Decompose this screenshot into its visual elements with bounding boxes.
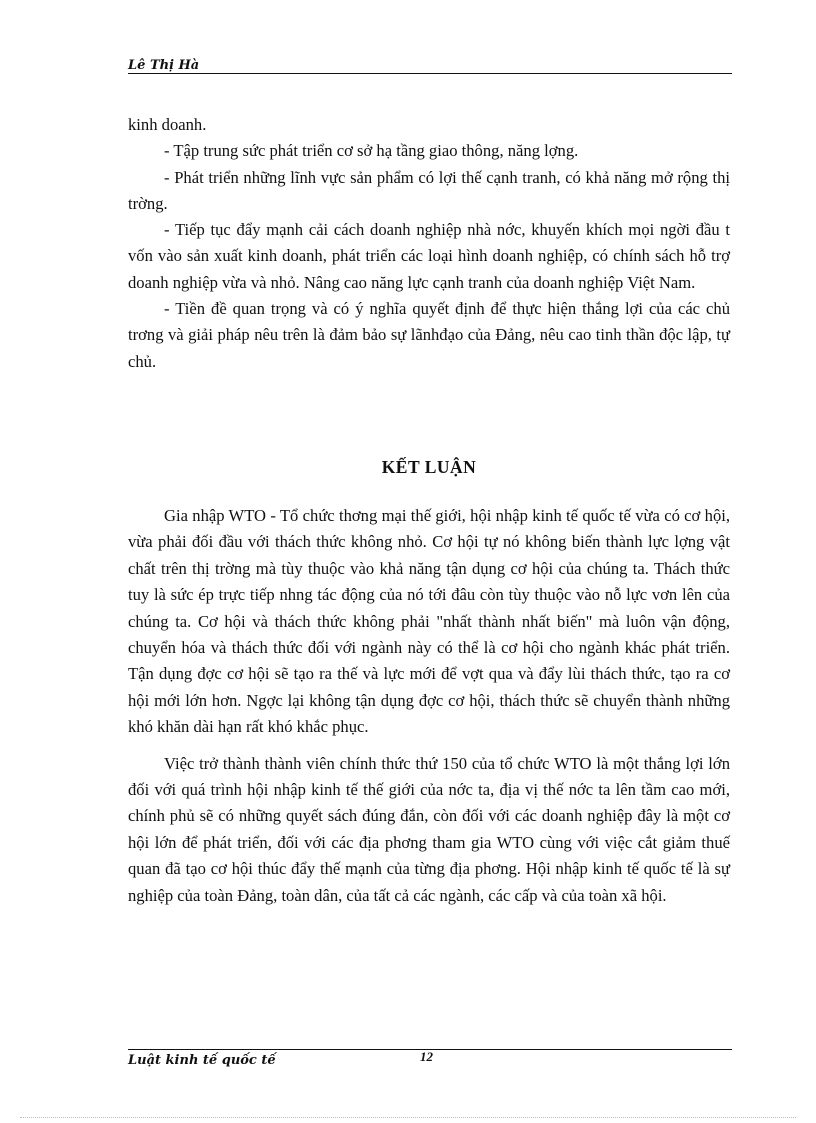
paragraph: Gia nhập WTO - Tổ chức thơng mại thế giới, hội nhập kinh tế quốc tế vừa có cơ hội, vừa phải đối đầu với thách thức không nhỏ. Cơ hội tự nó không biến thành lực lợng vật chất trên thị trờng mà tùy thuộc vào khả năng tận dụng cơ hội của chúng ta. Thách thức tuy là sức ép trực tiếp nhng tác động của nó tới đâu còn tùy thuộc vào nỗ lực vơn lên của chúng ta. Cơ hội và thách thức không phải "nhất thành nhất biến" mà luôn vận động, chuyển hóa và thách thức đối với ngành này có thể là cơ hội cho ngành khác phát triển. Tận dụng đợc cơ hội sẽ tạo ra thế và lực mới để vợt qua và đẩy lùi thách thức, tạo ra cơ hội mới lớn hơn. Ngợc lại không tận dụng đợc cơ hội, thách thức sẽ chuyển thành những khó khăn dài hạn rất khó khắc phục. <box>128 506 730 737</box>
body-text <box>128 112 730 375</box>
page-number: 12 <box>420 1049 433 1064</box>
conclusion-text <box>128 503 730 919</box>
paragraph: kinh doanh. <box>128 115 207 134</box>
page-edge-divider <box>20 1117 796 1118</box>
conclusion-heading: KẾT LUẬN <box>381 457 477 477</box>
header-author: Lê Thị Hà <box>128 58 200 73</box>
footer-title: Luật kinh tế quốc tế <box>128 1053 276 1068</box>
header-rule <box>128 73 732 74</box>
paragraph: Việc trở thành thành viên chính thức thứ 150 của tổ chức WTO là một thắng lợi lớn đối với quá trình hội nhập kinh tế thế giới của nớc ta, địa vị thế nớc ta lên tầm cao mới, chính phủ sẽ có những quyết sách đúng đắn, còn đối với các doanh nghiệp đây là một cơ hội lớn để phát triển, đối với các địa phơng tham gia WTO cùng với việc cắt giảm thuế quan đã tạo cơ hội thúc đẩy thế mạnh của từng địa phơng. Hội nhập kinh tế quốc tế là sự nghiệp của toàn Đảng, toàn dân, của tất cả các ngành, các cấp và của toàn xã hội. <box>128 753 730 905</box>
paragraph: - Tiền đề quan trọng và có ý nghĩa quyết định để thực hiện thắng lợi của các chủ trơng và giải pháp nêu trên là đảm bảo sự lãnhđạo của Đảng, nêu cao tinh thần độc lập, tự chủ. <box>128 299 730 371</box>
paragraph: - Tiếp tục đẩy mạnh cải cách doanh nghiệp nhà nớc, khuyến khích mọi ngời đầu t vốn vào sản xuất kinh doanh, phát triển các loại hình doanh nghiệp, có chính sách hỗ trợ doanh nghiệp vừa và nhỏ. Nâng cao năng lực cạnh tranh của doanh nghiệp Việt Nam. <box>128 220 730 292</box>
paragraph: - Phát triển những lĩnh vực sản phẩm có lợi thế cạnh tranh, có khả năng mở rộng thị trờng. <box>128 167 730 213</box>
paragraph: - Tập trung sức phát triển cơ sở hạ tầng giao thông, năng lợng. <box>164 141 579 161</box>
